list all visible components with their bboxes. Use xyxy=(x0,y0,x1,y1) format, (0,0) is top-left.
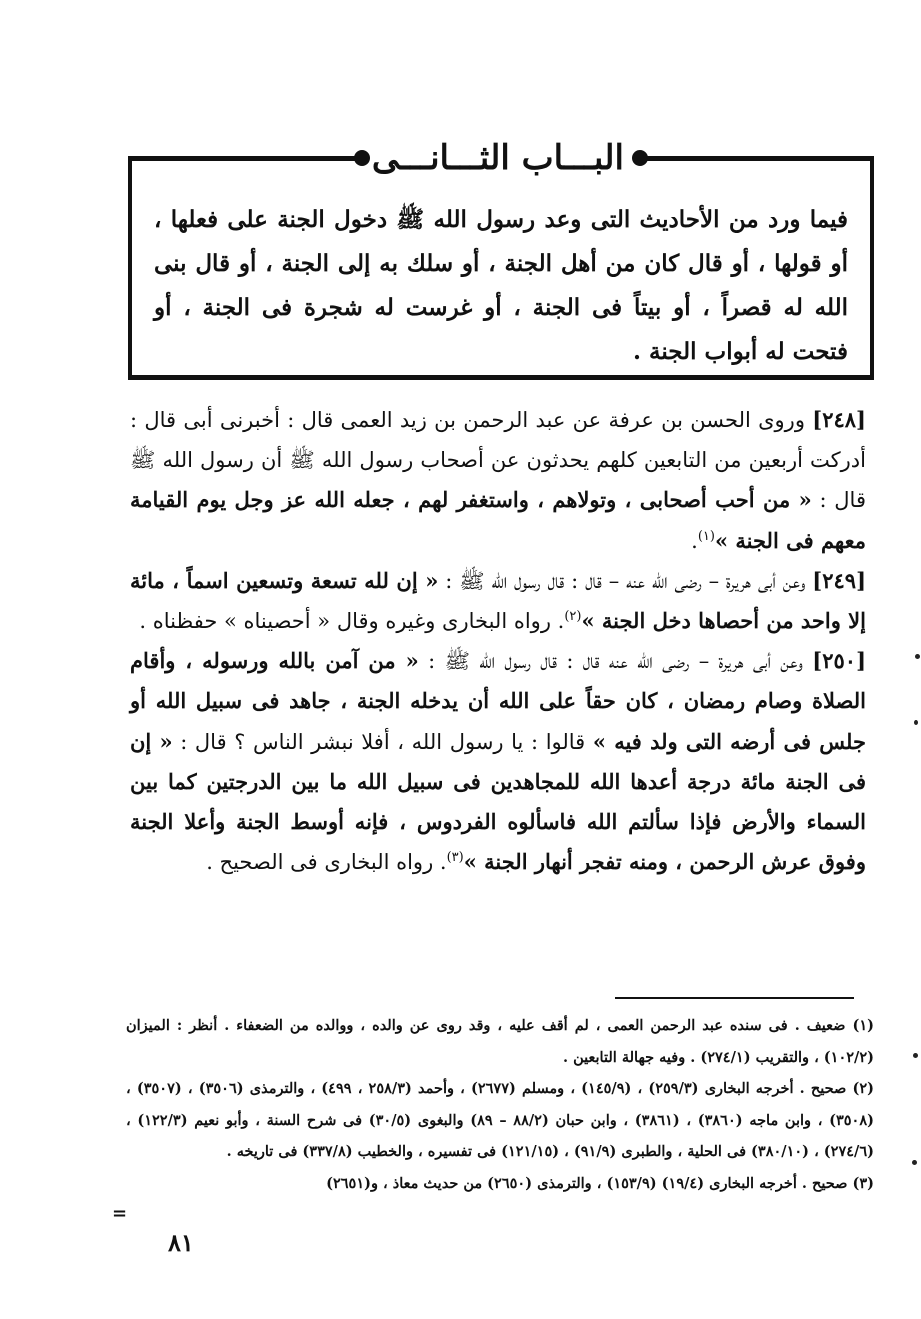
hadith-quote: « من آمن بالله ورسوله ، وأقام الصلاة وصام رمضان ، كان حقاً على الله أن يدخله الجنة ، جاهد فى سبيل الله أو جلس فى أرضه التى ولد فيه » xyxy=(130,648,866,754)
hadith-249 xyxy=(130,561,866,641)
scan-speck xyxy=(912,1160,917,1165)
footnotes xyxy=(126,1010,874,1199)
hadith-tail: . xyxy=(691,528,698,553)
hadith-number: [٢٥٠] xyxy=(812,648,866,674)
hadith-dialogue: قالوا : يا رسول الله ، أفلا نبشر الناس ؟ قال : xyxy=(180,729,586,754)
hadith-number: [٢٤٩] xyxy=(812,567,867,593)
hadith-narration: وعن أبى هريرة – رضى الله عنه – قال : قال رسول الله ﷺ : xyxy=(445,568,806,593)
footnote-ref: (٢) xyxy=(564,609,582,625)
footnote-2: (٢) صحيح . أخرجه البخارى (٢٥٩/٣) ، (١٤٥/٩) ، ومسلم (٢٦٧٧) ، وأحمد (٢٥٨/٣ ، ٤٩٩) ، والترمذى (٣٥٠٦) ، (٣٥٠٧) ، (٣٥٠٨) ، وابن ماجه (٣٨٦٠) ، (٣٨٦١) ، وابن حبان (٨٨/٢ – ٨٩) والبغوى (٣٠/٥) فى شرح السنة ، وأبو نعيم (١٢٢/٣) ، (٢٧٤/٦) ، (٣٨٠/١٠) فى الحلية ، والطبرى (٩١/٩) ، (١٢١/١٥) فى تفسيره ، والخطيب (٣٣٧/٨) فى تاريخه . xyxy=(126,1080,874,1160)
hadith-tail: . رواه البخارى فى الصحيح . xyxy=(206,850,447,875)
footnote-3: (٣) صحيح . أخرجه البخارى (١٩/٤) (١٥٣/٩) ، والترمذى (٢٦٥٠) من حديث معاذ ، و(٢٦٥١) xyxy=(326,1174,874,1192)
chapter-intro: فيما ورد من الأحاديث التى وعد رسول الله ﷺ دخول الجنة على فعلها ، أو قولها ، أو قال كان من أهل الجنة ، أو سلك به إلى الجنة ، أو قال بنى الله له قصراً ، أو بيتاً فى الجنة ، أو غرست له شجرة فى الجنة ، أو فتحت له أبواب الجنة . xyxy=(154,206,848,365)
footnote-separator xyxy=(615,997,854,999)
chapter-intro-frame xyxy=(128,160,874,380)
hadith-narration: وروى الحسن بن عرفة عن عبد الرحمن بن زيد العمى قال : أخبرنى أبى قال : أدركت أربعين من التابعين كلهم يحدثون عن أصحاب رسول الله ﷺ أن رسول الله ﷺ قال : xyxy=(130,408,866,513)
hadith-number: [٢٤٨] xyxy=(812,407,866,432)
footnote-ref: (١) xyxy=(697,528,715,544)
hadith-narration: وعن أبى هريرة – رضى الله عنه قال : قال رسول الله ﷺ : xyxy=(428,649,803,674)
hadith-quote: « إن لله تسعة وتسعين اسماً ، مائة إلا واحد من أحصاها دخل الجنة » xyxy=(130,567,866,634)
hadith-248 xyxy=(130,400,866,561)
scan-speck xyxy=(915,654,920,659)
scan-speck xyxy=(914,720,918,725)
chapter-title: البـــاب الثـــانـــى xyxy=(371,138,624,178)
page-number: ٨١ xyxy=(168,1228,194,1257)
hadith-section xyxy=(130,400,866,882)
hadith-quote: « من أحب أصحابى ، وتولاهم ، واستغفر لهم ، جعله الله عز وجل يوم القيامة معهم فى الجنة » xyxy=(130,487,866,553)
hadith-quote-2: « إن فى الجنة مائة درجة أعدها الله للمجاهدين فى سبيل الله ما بين الدرجتين كما بين السماء والأرض فإذا سألتم الله فاسألوه الفردوس ، فإنه أوسط الجنة وأعلا الجنة وفوق عرش الرحمن ، ومنه تفجر أنهار الجنة » xyxy=(130,728,866,875)
footnote-1: (١) ضعيف . فى سنده عبد الرحمن العمى ، لم أقف عليه ، وقد روى عن والده ، ووالده من الضعفاء . أنظر : الميزان (١٠٢/٢) ، والتقريب (٢٧٤/١) . وفيه جهالة التابعين . xyxy=(126,1017,874,1066)
hadith-250 xyxy=(130,641,866,882)
hadith-tail: . رواه البخارى وغيره وقال « أحصيناه » حفظناه . xyxy=(139,609,565,634)
continuation-mark: = xyxy=(112,1203,128,1224)
scan-speck xyxy=(913,1053,918,1058)
footnote-ref: (٣) xyxy=(446,850,464,866)
